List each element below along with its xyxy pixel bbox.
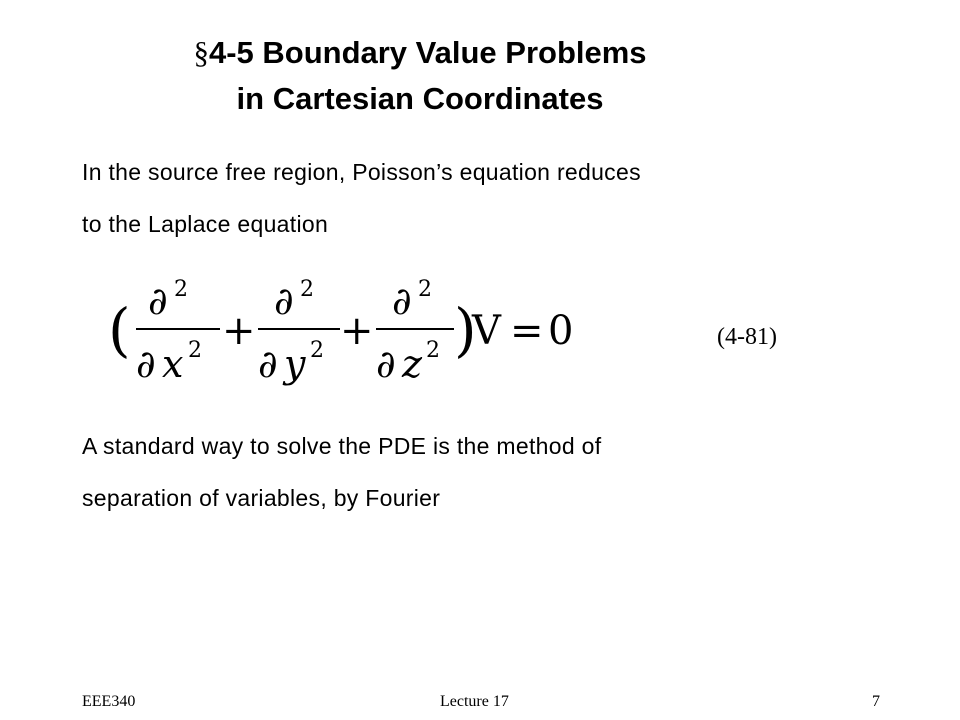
eq-term2-den-exp: 2 — [310, 338, 324, 363]
eq-close-paren: ) — [454, 296, 477, 364]
eq-plus-2: + — [340, 308, 374, 354]
footer-lecture: Lecture 17 — [440, 693, 509, 710]
method-paragraph — [82, 420, 882, 524]
footer-course: EEE340 — [82, 693, 136, 710]
intro-line-1: In the source free region, Poisson’s equation reduces — [82, 159, 641, 185]
eq-open-paren: ( — [108, 296, 131, 364]
eq-term1-num-exp: 2 — [174, 277, 188, 302]
footer-page-number: 7 — [872, 693, 880, 710]
title-line-1 — [0, 30, 840, 76]
eq-term3-num-exp: 2 — [418, 277, 432, 302]
method-line-1: A standard way to solve the PDE is the method of — [82, 433, 602, 459]
title-line-1-text: 4-5 Boundary Value Problems — [208, 35, 647, 70]
eq-term2-den-partial: ∂ — [258, 342, 278, 386]
section-sign: § — [193, 35, 209, 70]
eq-term1-den-var: x — [162, 342, 184, 386]
eq-function-v: V — [472, 308, 501, 354]
eq-term2-num-partial: ∂ — [274, 279, 294, 323]
eq-term2-den-var: y — [284, 342, 306, 386]
eq-term3-den-var: z — [402, 342, 423, 386]
intro-line-2: to the Laplace equation — [82, 211, 329, 237]
slide-title — [0, 30, 840, 122]
eq-term3-num-partial: ∂ — [392, 279, 412, 323]
eq-term1-num-partial: ∂ — [148, 279, 168, 323]
eq-rhs-zero: 0 — [548, 308, 574, 354]
eq-plus-1: + — [222, 308, 256, 354]
title-line-2: in Cartesian Coordinates — [236, 81, 604, 116]
equation-number: (4-81) — [717, 324, 777, 350]
laplace-equation — [108, 262, 588, 402]
eq-term3-den-exp: 2 — [426, 338, 440, 363]
intro-paragraph — [82, 146, 882, 250]
eq-term1-den-exp: 2 — [188, 338, 202, 363]
eq-term3-den-partial: ∂ — [376, 342, 396, 386]
eq-equals: = — [510, 308, 544, 354]
method-line-2: separation of variables, by Fourier — [82, 485, 441, 511]
eq-term2-num-exp: 2 — [300, 277, 314, 302]
eq-term1-den-partial: ∂ — [136, 342, 156, 386]
